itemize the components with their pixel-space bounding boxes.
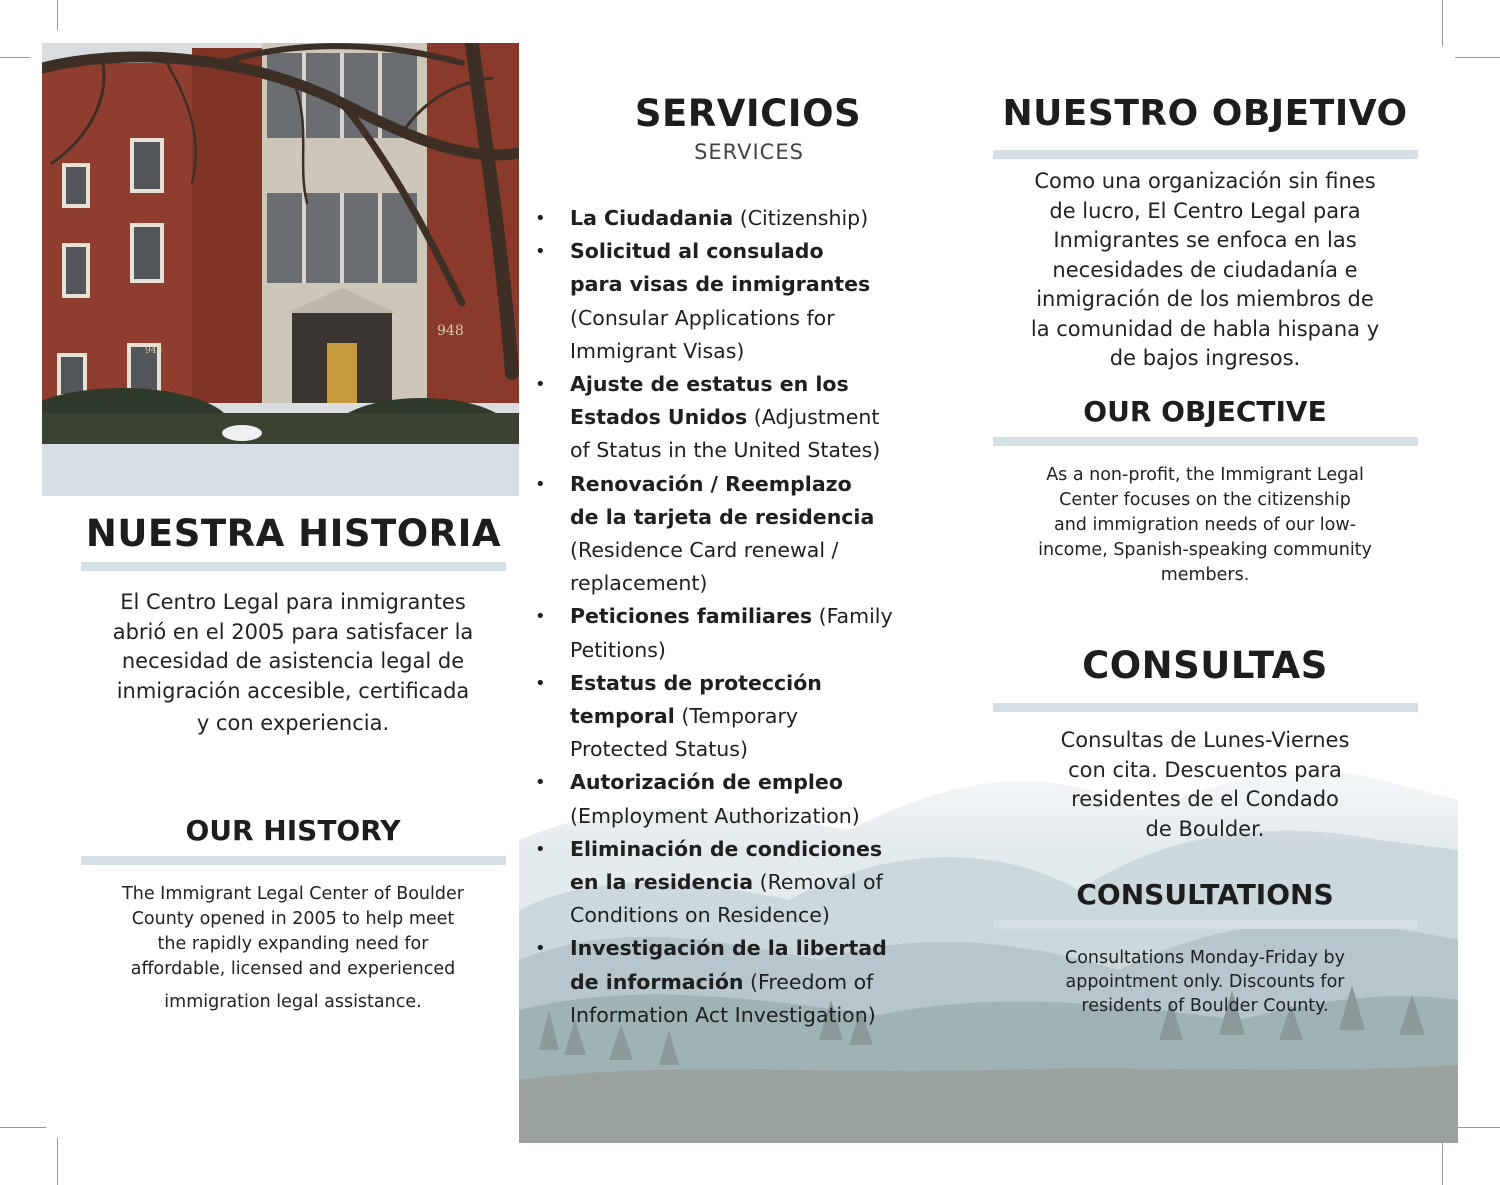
crop-mark: [1442, 1138, 1443, 1185]
history-title-en: OUR HISTORY: [185, 814, 401, 847]
service-translation: Conditions on Residence): [570, 903, 830, 928]
objective-rule-es: [993, 150, 1418, 159]
service-item-tps: [535, 667, 975, 767]
service-name: temporal: [570, 704, 675, 729]
history-body-es-line: El Centro Legal para inmigrantes: [120, 590, 466, 614]
crop-mark: [57, 0, 58, 30]
history-rule-es: [81, 562, 506, 571]
consultas-rule-es: [993, 703, 1418, 712]
building-photo: [42, 43, 519, 444]
service-name: La Ciudadania: [570, 206, 734, 230]
objective-body-es-line: Como una organización sin fines: [1034, 169, 1376, 193]
history-body-en: [62, 882, 524, 1015]
consultas-rule-en: [993, 920, 1418, 929]
service-item-citizenship: [535, 202, 975, 235]
consultas-body-es-line: de Boulder.: [1145, 816, 1265, 841]
objective-body-es-line: necesidades de ciudadanía e: [1052, 257, 1358, 282]
history-body-es-line: abrió en el 2005 para satisfacer la: [112, 619, 474, 644]
crop-mark: [1442, 0, 1443, 46]
service-item-foia: [535, 932, 975, 1032]
consultas-body-en-line: Consultations Monday-Friday by: [1064, 948, 1346, 968]
consultas-body-es-line: con cita. Descuentos para: [1068, 757, 1342, 782]
crop-mark: [0, 1127, 46, 1128]
history-title-es: NUESTRA HISTORIA: [85, 512, 502, 555]
service-name: Eliminación de condiciones: [570, 836, 883, 861]
consultas-body-en-line: residents of Boulder County.: [1081, 996, 1329, 1016]
service-name: Estatus de protección: [570, 670, 822, 695]
service-translation: (Residence Card renewal /: [570, 538, 839, 563]
history-body-es-line: necesidad de asistencia legal de: [121, 649, 465, 673]
service-name: en la residencia: [570, 870, 754, 895]
building-number: 948: [437, 323, 464, 339]
service-name: de información: [570, 969, 744, 994]
objective-body-en-line: As a non-profit, the Immigrant Legal: [1046, 465, 1364, 485]
consultas-body-es-line: residentes de el Condado: [1071, 787, 1339, 811]
services-title: SERVICIOS: [634, 92, 862, 135]
consultas-body-es-line: Consultas de Lunes-Viernes: [1060, 728, 1350, 752]
history-body-es-line: inmigración accesible, certificada: [116, 678, 470, 703]
objective-body-en-line: income, Spanish-speaking community: [1038, 540, 1372, 560]
service-translation: of Status in the United States): [570, 438, 881, 463]
objective-body-en: [985, 463, 1425, 588]
service-item-adjustment: [535, 368, 975, 468]
consultations-title-en: CONSULTATIONS: [1076, 878, 1334, 911]
service-name: Ajuste de estatus en los: [570, 372, 849, 397]
service-name: Peticiones familiares: [570, 604, 813, 629]
history-body-en-line: The Immigrant Legal Center of Boulder: [122, 884, 464, 904]
history-body-en-line: immigration legal assistance.: [164, 992, 422, 1012]
service-name: de la tarjeta de residencia: [570, 504, 875, 529]
history-body-en-line: affordable, licensed and experienced: [130, 959, 456, 979]
consultas-body-en: [985, 946, 1425, 1018]
history-rule-en: [81, 856, 506, 865]
service-name: Renovación / Reemplazo: [570, 471, 852, 496]
service-translation: Petitions): [570, 637, 666, 662]
objective-body-es-line: Inmigrantes se enfoca en las: [1053, 228, 1357, 252]
service-translation: Information Act Investigation): [570, 1002, 876, 1027]
objective-rule-en: [993, 437, 1418, 446]
service-translation: (Employment Authorization): [570, 803, 860, 828]
crop-mark: [1455, 57, 1500, 58]
objective-body-es-line: de bajos ingresos.: [1109, 346, 1301, 370]
objective-body-es-line: de lucro, El Centro Legal para: [1049, 198, 1361, 223]
service-name: Autorización de empleo: [570, 770, 843, 795]
service-translation: (Temporary: [681, 704, 799, 729]
objective-title-es: NUESTRO OBJETIVO: [1002, 93, 1408, 134]
service-translation: (Citizenship): [739, 206, 869, 230]
objective-body-en-line: Center focuses on the citizenship: [1059, 490, 1351, 510]
service-translation: replacement): [570, 571, 708, 596]
service-translation: (Freedom of: [750, 969, 874, 994]
history-body-en-line: the rapidly expanding need for: [157, 934, 429, 954]
service-name: Estados Unidos: [570, 405, 748, 430]
service-translation: (Family: [818, 604, 893, 629]
objective-body-en-line: and immigration needs of our low-: [1053, 515, 1356, 535]
objective-body-es-line: inmigración de los miembros de: [1036, 287, 1374, 311]
building-number-small: 948: [145, 346, 163, 356]
history-body-en-line: County opened in 2005 to help meet: [131, 909, 455, 929]
history-body-es: [62, 588, 524, 739]
objective-body-en-line: members.: [1160, 565, 1250, 585]
objective-title-en: OUR OBJECTIVE: [1083, 395, 1327, 428]
service-name: Solicitud al consulado: [570, 239, 824, 264]
consultas-body-en-line: appointment only. Discounts for: [1065, 972, 1345, 992]
objective-body-es: [985, 167, 1425, 374]
services-list: [535, 202, 975, 1032]
service-translation: Immigrant Visas): [570, 338, 745, 363]
consultas-body-es: [985, 726, 1425, 844]
service-item-employment: [535, 766, 975, 832]
crop-mark: [0, 57, 30, 58]
consultas-title: CONSULTAS: [1082, 644, 1328, 687]
service-name: Investigación de la libertad: [570, 936, 887, 961]
service-item-consular: [535, 235, 975, 368]
service-translation: (Consular Applications for: [570, 305, 835, 330]
history-body-es-line: y con experiencia.: [196, 711, 390, 735]
services-subtitle: SERVICES: [694, 140, 804, 164]
service-translation: (Removal of: [759, 870, 883, 895]
service-translation: Protected Status): [570, 737, 748, 762]
service-item-family-petitions: [535, 600, 975, 666]
service-translation: (Adjustment: [753, 405, 880, 430]
crop-mark: [1458, 1127, 1500, 1128]
service-name: para visas de inmigrantes: [570, 272, 871, 297]
photo-caption-band: [42, 444, 519, 496]
crop-mark: [57, 1138, 58, 1185]
service-item-removal-conditions: [535, 833, 975, 933]
service-item-residence-card: [535, 468, 975, 601]
objective-body-es-line: la comunidad de habla hispana y: [1030, 316, 1380, 341]
